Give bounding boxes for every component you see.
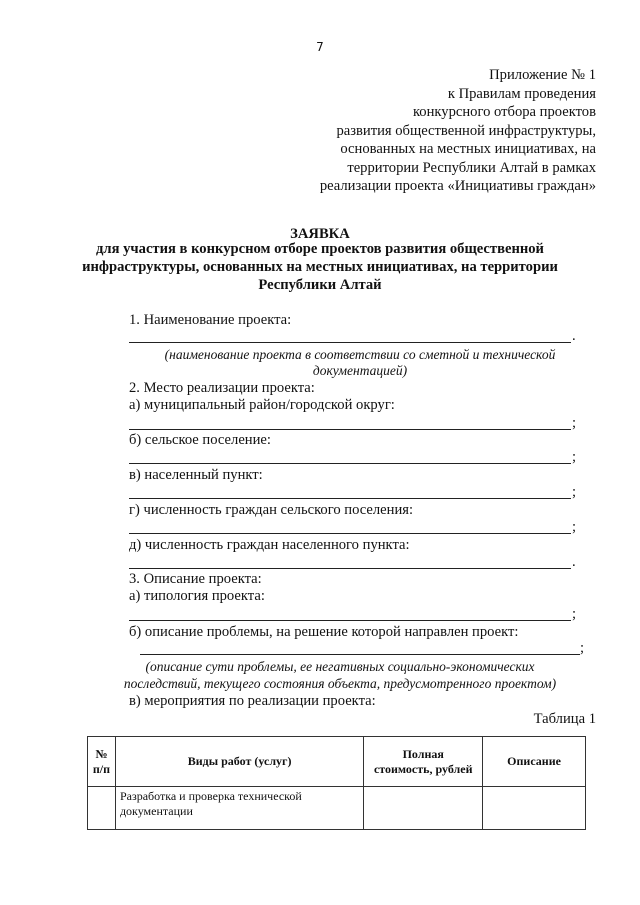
table-header-row (88, 737, 586, 787)
cost-header (364, 737, 483, 787)
problem-description-label: б) описание проблемы, на решение которой направлен проект: (129, 624, 519, 640)
project-typology-label: а) типология проекта: (129, 588, 265, 604)
subtitle-line: инфраструктуры, основанных на местных инициативах, на территории (82, 259, 558, 275)
locality-population-field[interactable] (129, 568, 571, 569)
period-mark: . (572, 328, 576, 344)
table-row (88, 787, 586, 830)
number-header-line: п/п (92, 761, 111, 776)
project-name-label: 1. Наименование проекта: (129, 312, 292, 328)
table-caption: Таблица 1 (533, 711, 596, 727)
cost-header-line: Полная (402, 746, 444, 761)
appendix-line: конкурсного отбора проектов (412, 104, 596, 120)
district-label: а) муниципальный район/городской округ: (129, 397, 395, 413)
semicolon-mark: ; (572, 415, 577, 431)
number-header-line: № (95, 746, 108, 761)
problem-note-line: последствий, текущего состояния объекта, предусмотренного проектом) (123, 676, 557, 691)
appendix-line: развития общественной инфраструктуры, (336, 122, 596, 139)
appendix-line: территории Республики Алтай в рамках (347, 159, 596, 176)
measures-label: в) мероприятия по реализации проекта: (129, 693, 376, 709)
period-mark: . (572, 554, 576, 570)
location-label: 2. Место реализации проекта: (129, 380, 315, 396)
works-header: Виды работ (услуг) (115, 737, 363, 787)
subtitle-line: для участия в конкурсном отборе проектов развития общественной (96, 241, 544, 257)
rural-settlement-label: б) сельское поселение: (129, 432, 271, 448)
settlement-population-field[interactable] (129, 533, 571, 534)
locality-field[interactable] (129, 498, 571, 499)
cost-cell[interactable] (364, 787, 483, 830)
cost-header-line: стоимость, рублей (373, 761, 473, 776)
semicolon-mark: ; (572, 484, 577, 500)
project-name-note-line: (наименование проекта в соответствии со сметной и технической (164, 347, 556, 362)
description-cell[interactable] (483, 787, 586, 830)
number-header (88, 737, 116, 787)
project-name-note-line: документацией) (312, 363, 408, 378)
semicolon-mark: ; (580, 640, 585, 656)
appendix-line: Приложение № 1 (489, 67, 596, 83)
appendix-block (320, 66, 596, 196)
description-header: Описание (483, 737, 586, 787)
project-name-field[interactable] (129, 342, 571, 343)
semicolon-mark: ; (572, 449, 577, 465)
locality-label: в) населенный пункт: (129, 467, 263, 483)
number-cell[interactable] (88, 787, 116, 830)
semicolon-mark: ; (572, 519, 577, 535)
subtitle-line: Республики Алтай (258, 277, 382, 293)
appendix-line: реализации проекта «Инициативы граждан» (319, 178, 596, 194)
project-typology-field[interactable] (129, 620, 571, 621)
project-description-label: 3. Описание проекта: (129, 571, 262, 587)
page-number: 7 (316, 40, 324, 54)
appendix-line: основанных на местных инициативах, на (340, 141, 596, 157)
works-table (87, 736, 586, 830)
rural-settlement-field[interactable] (129, 463, 571, 464)
problem-note-line: (описание сути проблемы, ее негативных социально-экономических (145, 659, 535, 674)
appendix-line: к Правилам проведения (447, 85, 596, 102)
document-title: ЗАЯВКА (290, 226, 350, 242)
semicolon-mark: ; (572, 606, 577, 622)
settlement-population-label: г) численность граждан сельского поселения: (129, 502, 414, 518)
works-cell[interactable]: Разработка и проверка технической документации (115, 787, 363, 830)
locality-population-label: д) численность граждан населенного пункта: (129, 537, 410, 553)
document-subtitle (40, 240, 600, 294)
district-field[interactable] (129, 429, 571, 430)
problem-description-field[interactable] (140, 654, 580, 655)
